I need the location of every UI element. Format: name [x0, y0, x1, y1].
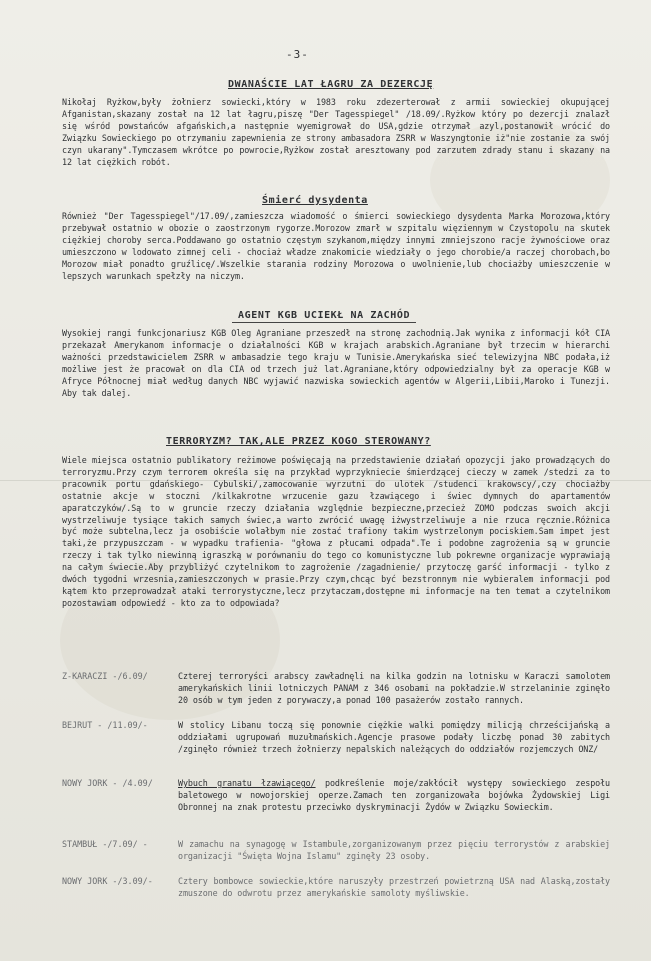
entry-underlined-phrase: Wybuch granatu łzawiącego/	[178, 778, 316, 788]
entry-label-bejrut: BEJRUT - /11.09/-	[62, 720, 148, 730]
entry-body-text: podkreślenie moje/zakłócił występy sowieckiego zespołu baletowego w nowojorskiej operze.Zamach ten zorganizowała bojówka Żydowskiej Ligi Obronnej na znak protestu przeciwko dyskryminacji Żydów w Związku Sowieckim.	[178, 778, 610, 812]
entry-body-nowy-jork-2: Cztery bombowce sowieckie,które naruszyły przestrzeń powietrzną USA nad Alaską,zostały zmuszone do odwrotu przez amerykańskie samoloty myśliwskie.	[178, 876, 610, 898]
article-dezercja: Nikołaj Ryżkow,były żołnierz sowiecki,który w 1983 roku zdezerterował z armii sowieckiej okupującej Afganistan,skazany został na 12 lat łagru,piszę "Der Tagesspiegel" /18.09/.Ryżkow który po dezercji znalazł się wśród powstańców afgańskich,a następnie wyemigrował do USA,gdzie otrzymał azyl,postanowił wrócić do Związku Sowieckiego po otrzymaniu zapewnienia ze strony ambasadora ZSRR w Waszyngtonie iż"nie zostanie za swój czyn ukarany".Tymczasem wkrótce po powrocie,Ryżkow został aresztowany pod zarzutem zdrady stanu i skazany na 12 lat ciężkich robót.	[62, 97, 610, 167]
section-title-dezercja: DWANAŚCIE LAT ŁAGRU ZA DEZERCJĘ	[228, 79, 434, 90]
entry-body-karaczi: Czterej terroryści arabscy zawładnęli na kilka godzin na lotnisku w Karaczi samolotem amerykańskich linii lotniczych PANAM z 346 osobami na pokładzie.W strzelaninie zginęło 20 osób w tym jeden z porywaczy,a ponad 100 pasażerów zostało rannych.	[178, 671, 610, 705]
article-smierc-dysydenta: Również "Der Tagesspiegel"/17.09/,zamieszcza wiadomość o śmierci sowieckiego dysydenta Marka Morozowa,który przebywał ostatnio w obozie o zaostrzonym rygorze.Morozow zmarł w szpitalu więziennym w Czystopolu na skutek ciężkiej choroby serca.Poddawano go ostatnio częstym szykanom,między innymi zmniejszono racje żywnościowe oraz umieszczono w lodowato zimnej celi - chociaż władze znakomicie wiedziały o jego chorobie/a raczej chorobach,bo Morozow miał ponadto gruźlicę/.Wszelkie starania rodziny Morozowa o uwolnienie,lub chociażby umieszczenie w lepszych warunkach spełzły na niczym.	[62, 211, 610, 281]
article-agent-kgb: Wysokiej rangi funkcjonariusz KGB Oleg Agraniane przeszedł na stronę zachodnią.Jak wynika z informacji kół CIA przekazał Amerykanom informacje o działalności KGB w krajach arabskich.Agraniane był trzecim w hierarchi ważności przedstawicielem ZSRR w ambasadzie tego kraju w Tunisie.Amerykańska sieć telewizyjna NBC podała,iż możliwe jest że pracował on dla CIA od trzech już lat.Agraniane,który odpowiedzialny był za operacje KGB w Afryce Północnej miał według danych NBC wyjawić nazwiska sowieckich agentów w Algerii,Libii,Maroko i Tunezji. Aby tak dalej.	[62, 328, 610, 398]
section-title-terroryzm: TERRORYZM? TAK,ALE PRZEZ KOGO STEROWANY?	[166, 436, 431, 447]
page-number: -3-	[286, 48, 309, 61]
section-title-agent-kgb: AGENT KGB UCIEKŁ NA ZACHÓD	[232, 310, 416, 323]
entry-label-karaczi: Z-KARACZI -/6.09/	[62, 671, 148, 681]
section-title-smierc-dysydenta: Śmierć dysydenta	[262, 195, 368, 206]
entry-body-nowy-jork-1	[178, 778, 610, 814]
entry-label-stambul: STAMBUŁ -/7.09/ -	[62, 839, 148, 849]
article-terroryzm: Wiele miejsca ostatnio publikatory reżimowe poświęcają na przedstawienie działań opozycji jako prowadzących do terroryzmu.Przy czym terrorem określa się na przykład wyprzykniecie śmierdzącej cieczy w zamek /stedzi za to pracownik portu gdańskiego- Cybulski/,zamocowanie wyrzutni do ulotek /studenci krakowscy/,czy chociażby ostatnie akcje w stoczni /kilkakrotne wrzucenie gazu łzawiącego i świec dymnych do apartamentów aparatczyków/.Są to w gruncie rzeczy działania względnie bezpieczne,przecież ZOMO podczas swoich akcji wystrzeliwuje tysiące takich samych świec,a warto zwrócić uwagę iżwystrzeliwuje a nie rzuca ręcznie.Różnica być może subtelna,lecz ja osobiście wolałbym nie zostać trafiony takim wystrzelonym pociskiem.Sam impet jest taki,że przypuszczam - w wypadku trafienia- "głowa z płucami odpada".Te i podobne zagrożenia są w gruncie rzeczy i tak tylko niewinną igraszką w porównaniu do tego co komunistyczne lub pokrewne organizacje wyprawiają na całym świecie.Aby przybliżyć czytelnikom to zagrożenie /zagadnienie/ przytoczę garść informacji - tylko z dwóch tygodni wrzesnia,zamieszczonych w prasie.Przy czym,chcąc być bezstronnym nie wybieralem informacji pod kątem kto przeprowadzał ataki terrorystyczne,lecz przytaczam,dostępne mi informacje na ten temat a czytelnikom pozostawiam odpowiedź - kto za to odpowiada?	[62, 455, 610, 608]
entry-label-nowy-jork-2: NOWY JORK -/3.09/-	[62, 876, 153, 886]
entry-body-bejrut: W stolicy Libanu toczą się ponownie ciężkie walki pomiędzy milicją chrześcijańską a oddziałami ugrupowań muzułmańskich.Agencje prasowe podały liczbę ponad 30 zabitych /zginęło również trzech żołnierzy nepalskich należących do oddziałów rozjemczych ONZ/	[178, 720, 610, 754]
entry-body-stambul: W zamachu na synagogę w Istambule,zorganizowanym przez pięciu terrorystów z arabskiej organizacji "Święta Wojna Islamu" zginęły 23 osoby.	[178, 839, 610, 861]
entry-label-nowy-jork-1: NOWY JORK - /4.09/	[62, 778, 153, 788]
